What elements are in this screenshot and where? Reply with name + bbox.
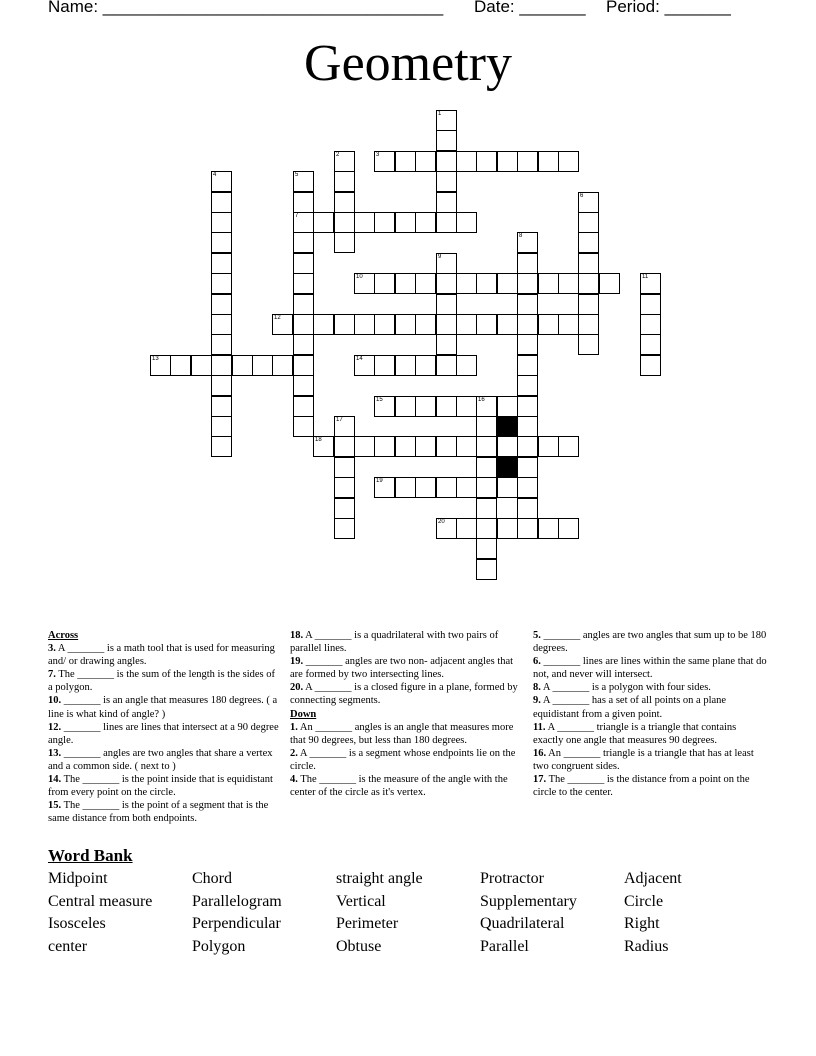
crossword-cell[interactable] — [334, 498, 355, 519]
clue-number: 10. — [48, 695, 62, 707]
word-bank-word: Isosceles — [48, 915, 106, 932]
crossword-cell[interactable] — [497, 396, 518, 417]
crossword-cell[interactable] — [313, 314, 334, 335]
word-bank-word: Parallel — [480, 938, 529, 955]
clue-column-1 — [48, 629, 282, 825]
word-bank-word: Right — [624, 915, 660, 932]
crossword-cell[interactable] — [578, 273, 599, 294]
crossword-cell[interactable] — [578, 212, 599, 233]
crossword-cell[interactable] — [395, 314, 416, 335]
word-bank-word: Supplementary — [480, 893, 577, 910]
clue-number: 16. — [533, 747, 547, 759]
crossword-cell[interactable] — [415, 396, 436, 417]
crossword-cell[interactable] — [436, 192, 457, 213]
clue-text: The _______ is the point inside that is equidistant from every point on the circle. — [48, 774, 273, 799]
crossword-cell[interactable] — [436, 334, 457, 355]
clue-number-label: 11 — [642, 274, 649, 280]
crossword-cell[interactable] — [517, 416, 538, 437]
clue-text: A _______ has a set of all points on a plane equidistant from a given point. — [533, 695, 727, 720]
word-bank-word: Chord — [192, 870, 232, 887]
crossword-cell[interactable] — [476, 457, 497, 478]
crossword-cell[interactable] — [476, 314, 497, 335]
crossword-cell[interactable] — [476, 273, 497, 294]
clue-text: A _______ is a segment whose endpoints lie on the circle. — [290, 747, 516, 772]
clue-number-label: 16 — [478, 397, 485, 403]
crossword-cell[interactable] — [640, 314, 661, 335]
crossword-cell[interactable] — [170, 355, 191, 376]
clue-number: 20. — [290, 682, 304, 694]
down-heading: Down — [290, 708, 317, 720]
crossword-cell[interactable] — [497, 518, 518, 539]
crossword-cell[interactable] — [334, 212, 355, 233]
crossword-cell[interactable] — [640, 355, 661, 376]
crossword-cell[interactable] — [334, 151, 355, 172]
clue-down-17 — [533, 773, 767, 799]
crossword-cell[interactable] — [578, 192, 599, 213]
crossword-cell[interactable] — [374, 314, 395, 335]
crossword-cell[interactable] — [517, 273, 538, 294]
clue-across-19 — [290, 655, 524, 681]
crossword-cell[interactable] — [538, 518, 559, 539]
clue-text: _______ angles are two angles that share a vertex and a common side. ( next to ) — [48, 747, 273, 772]
crossword-cell[interactable] — [456, 477, 477, 498]
crossword-cell[interactable] — [456, 355, 477, 376]
clue-number-label: 9 — [438, 254, 442, 260]
clue-across-13 — [48, 747, 282, 773]
clue-across-12 — [48, 721, 282, 747]
clue-across-7 — [48, 668, 282, 694]
crossword-cell[interactable] — [293, 396, 314, 417]
clue-number: 5. — [533, 630, 541, 641]
crossword-cell[interactable] — [293, 253, 314, 274]
clue-text: _______ is an angle that measures 180 degrees. ( a line is what kind of angle? ) — [48, 695, 278, 720]
crossword-cell[interactable] — [578, 253, 599, 274]
clue-number: 8. — [533, 682, 541, 694]
word-bank-word: Central measure — [48, 893, 153, 910]
crossword-cell[interactable] — [415, 151, 436, 172]
crossword-cell[interactable] — [538, 436, 559, 457]
clue-number: 7. — [48, 669, 56, 681]
crossword-cell[interactable] — [354, 273, 375, 294]
crossword-cell[interactable] — [211, 396, 232, 417]
page-title: Geometry — [304, 35, 512, 92]
crossword-blocked-cell — [497, 457, 518, 478]
crossword-cell[interactable] — [538, 314, 559, 335]
clue-number: 13. — [48, 747, 62, 759]
clue-number-label: 15 — [376, 397, 383, 403]
crossword-cell[interactable] — [436, 436, 457, 457]
crossword-cell[interactable] — [436, 396, 457, 417]
crossword-cell[interactable] — [211, 171, 232, 192]
crossword-cell[interactable] — [456, 518, 477, 539]
crossword-cell[interactable] — [211, 294, 232, 315]
crossword-cell[interactable] — [497, 477, 518, 498]
crossword-cell[interactable] — [517, 294, 538, 315]
clue-down-8 — [533, 681, 767, 694]
clue-number-label: 5 — [295, 172, 299, 178]
crossword-cell[interactable] — [334, 314, 355, 335]
clue-number: 3. — [48, 643, 56, 655]
clue-across-10 — [48, 694, 282, 720]
crossword-cell[interactable] — [578, 334, 599, 355]
crossword-cell[interactable] — [436, 518, 457, 539]
crossword-cell[interactable] — [211, 436, 232, 457]
clue-down-16 — [533, 747, 767, 773]
crossword-cell[interactable] — [497, 314, 518, 335]
crossword-cell[interactable] — [211, 192, 232, 213]
clue-number-label: 7 — [295, 213, 299, 219]
crossword-cell[interactable] — [293, 273, 314, 294]
clue-number-label: 2 — [336, 152, 340, 158]
crossword-cell[interactable] — [395, 151, 416, 172]
clue-text: An _______ triangle is a triangle that has at least two congruent sides. — [533, 747, 754, 772]
clue-text: An _______ angles is an angle that measures more that 90 degrees, but less than 180 degrees. — [290, 721, 514, 746]
crossword-cell[interactable] — [517, 355, 538, 376]
crossword-cell[interactable] — [211, 253, 232, 274]
crossword-cell[interactable] — [211, 314, 232, 335]
clue-number: 9. — [533, 695, 541, 707]
crossword-cell[interactable] — [374, 212, 395, 233]
crossword-cell[interactable] — [313, 436, 334, 457]
crossword-cell[interactable] — [578, 314, 599, 335]
clue-down-6 — [533, 655, 767, 681]
crossword-cell[interactable] — [334, 192, 355, 213]
period-field-label[interactable]: Period: _______ — [606, 0, 731, 16]
crossword-cell[interactable] — [578, 232, 599, 253]
crossword-cell[interactable] — [211, 232, 232, 253]
crossword-cell[interactable] — [517, 498, 538, 519]
crossword-cell[interactable] — [232, 355, 253, 376]
word-bank-word: Quadrilateral — [480, 915, 565, 932]
clue-down-4 — [290, 773, 524, 799]
crossword-cell[interactable] — [476, 416, 497, 437]
clue-text: A _______ triangle is a triangle that contains exactly one angle that measures 90 degrees. — [533, 721, 737, 746]
crossword-cell[interactable] — [415, 355, 436, 376]
crossword-cell[interactable] — [497, 436, 518, 457]
crossword-cell[interactable] — [293, 212, 314, 233]
crossword-cell[interactable] — [415, 436, 436, 457]
clue-text: The _______ is the sum of the length is the sides of a polygon. — [48, 669, 275, 694]
crossword-cell[interactable] — [334, 232, 355, 253]
crossword-cell[interactable] — [640, 334, 661, 355]
crossword-cell[interactable] — [334, 477, 355, 498]
crossword-cell[interactable] — [436, 355, 457, 376]
crossword-cell[interactable] — [374, 151, 395, 172]
clue-down-9 — [533, 694, 767, 720]
clue-number: 12. — [48, 721, 62, 733]
name-field-label[interactable]: Name: ____________________________________ — [48, 0, 444, 16]
clue-text: _______ lines are lines within the same plane that do not, and never will intersect. — [533, 656, 767, 681]
crossword-cell[interactable] — [476, 436, 497, 457]
clue-text: A _______ is a math tool that is used for measuring and/ or drawing angles. — [48, 643, 275, 668]
clue-text: The _______ is the measure of the angle with the center of the circle as it's vertex. — [290, 774, 508, 799]
crossword-cell[interactable] — [211, 334, 232, 355]
clue-across-18 — [290, 629, 524, 655]
crossword-cell[interactable] — [334, 171, 355, 192]
crossword-cell[interactable] — [558, 151, 579, 172]
clue-number-label: 17 — [336, 417, 343, 423]
crossword-cell[interactable] — [517, 396, 538, 417]
crossword-cell[interactable] — [456, 396, 477, 417]
crossword-cell[interactable] — [558, 436, 579, 457]
date-field-label[interactable]: Date: _______ — [474, 0, 586, 16]
crossword-cell[interactable] — [354, 314, 375, 335]
crossword-cell[interactable] — [476, 538, 497, 559]
clue-number-label: 12 — [274, 315, 281, 321]
crossword-cell[interactable] — [456, 436, 477, 457]
crossword-cell[interactable] — [436, 314, 457, 335]
crossword-cell[interactable] — [211, 416, 232, 437]
crossword-cell[interactable] — [476, 498, 497, 519]
crossword-cell[interactable] — [415, 477, 436, 498]
crossword-cell[interactable] — [211, 375, 232, 396]
crossword-cell[interactable] — [456, 212, 477, 233]
clue-down-2 — [290, 747, 524, 773]
crossword-cell[interactable] — [517, 151, 538, 172]
crossword-cell[interactable] — [497, 273, 518, 294]
crossword-cell[interactable] — [538, 151, 559, 172]
crossword-cell[interactable] — [415, 212, 436, 233]
clue-number: 19. — [290, 656, 304, 668]
crossword-cell[interactable] — [334, 518, 355, 539]
crossword-cell[interactable] — [334, 457, 355, 478]
crossword-cell[interactable] — [517, 436, 538, 457]
clue-number-label: 8 — [519, 233, 523, 239]
crossword-cell[interactable] — [599, 273, 620, 294]
clue-text: _______ angles are two angles that sum up to be 180 degrees. — [533, 630, 767, 655]
crossword-cell[interactable] — [354, 436, 375, 457]
crossword-cell[interactable] — [293, 416, 314, 437]
crossword-cell[interactable] — [252, 355, 273, 376]
clue-column-3 — [533, 629, 767, 799]
clue-text: _______ angles are two non- adjacent angles that are formed by two intersecting lines. — [290, 656, 514, 681]
crossword-cell[interactable] — [415, 273, 436, 294]
clue-number: 6. — [533, 656, 541, 668]
crossword-cell[interactable] — [436, 130, 457, 151]
crossword-cell[interactable] — [476, 518, 497, 539]
crossword-cell[interactable] — [334, 416, 355, 437]
clue-number: 14. — [48, 774, 62, 786]
crossword-cell[interactable] — [640, 273, 661, 294]
crossword-blocked-cell — [497, 416, 518, 437]
clue-number-label: 1 — [438, 111, 442, 117]
clue-number-label: 4 — [213, 172, 217, 178]
clue-number: 11. — [533, 721, 546, 733]
clue-across-3 — [48, 642, 282, 668]
word-bank-word: Obtuse — [336, 938, 382, 955]
crossword-cell[interactable] — [272, 314, 293, 335]
word-bank-title: Word Bank — [48, 846, 133, 865]
clue-across-15 — [48, 799, 282, 825]
clue-number: 18. — [290, 630, 304, 641]
crossword-cell[interactable] — [293, 375, 314, 396]
crossword-cell[interactable] — [517, 518, 538, 539]
word-bank-word: Adjacent — [624, 870, 682, 887]
crossword-cell[interactable] — [395, 273, 416, 294]
crossword-cell[interactable] — [191, 355, 212, 376]
crossword-cell[interactable] — [517, 232, 538, 253]
word-bank-word: Perimeter — [336, 915, 399, 932]
crossword-cell[interactable] — [374, 396, 395, 417]
crossword-cell[interactable] — [354, 212, 375, 233]
crossword-cell[interactable] — [456, 314, 477, 335]
clue-across-20 — [290, 681, 524, 707]
crossword-cell[interactable] — [517, 253, 538, 274]
crossword-cell[interactable] — [640, 294, 661, 315]
crossword-cell[interactable] — [558, 314, 579, 335]
crossword-cell[interactable] — [395, 477, 416, 498]
crossword-cell[interactable] — [436, 477, 457, 498]
crossword-cell[interactable] — [517, 477, 538, 498]
clue-number: 15. — [48, 800, 62, 812]
clue-number-label: 18 — [315, 437, 322, 443]
clue-number-label: 14 — [356, 356, 363, 362]
word-bank-word: Polygon — [192, 938, 246, 955]
crossword-cell[interactable] — [354, 355, 375, 376]
crossword-cell[interactable] — [211, 273, 232, 294]
word-bank-word: straight angle — [336, 870, 423, 887]
crossword-cell[interactable] — [436, 212, 457, 233]
crossword-cell[interactable] — [395, 396, 416, 417]
clue-down-1 — [290, 721, 524, 747]
clue-text: _______ lines are lines that intersect at a 90 degree angle. — [48, 721, 279, 746]
crossword-cell[interactable] — [395, 355, 416, 376]
crossword-cell[interactable] — [374, 436, 395, 457]
crossword-cell[interactable] — [517, 375, 538, 396]
clue-text: A _______ is a polygon with four sides. — [542, 682, 711, 694]
crossword-cell[interactable] — [436, 253, 457, 274]
crossword-cell[interactable] — [150, 355, 171, 376]
crossword-cell[interactable] — [293, 355, 314, 376]
word-bank-word: Vertical — [336, 893, 386, 910]
clue-number: 17. — [533, 774, 547, 786]
crossword-cell[interactable] — [476, 559, 497, 580]
crossword-cell[interactable] — [293, 192, 314, 213]
clue-number: 4. — [290, 774, 298, 786]
crossword-cell[interactable] — [334, 436, 355, 457]
across-heading: Across — [48, 630, 79, 641]
crossword-cell[interactable] — [476, 396, 497, 417]
crossword-cell[interactable] — [517, 457, 538, 478]
crossword-cell[interactable] — [558, 273, 579, 294]
word-bank-word: Circle — [624, 893, 664, 910]
clue-down-11 — [533, 721, 767, 747]
word-bank-word: center — [48, 938, 88, 955]
clue-number: 2. — [290, 747, 298, 759]
word-bank-word: Parallelogram — [192, 893, 282, 910]
crossword-cell[interactable] — [497, 151, 518, 172]
crossword-cell[interactable] — [456, 273, 477, 294]
crossword-cell[interactable] — [436, 151, 457, 172]
clue-number-label: 10 — [356, 274, 363, 280]
clue-text: The _______ is the distance from a point on the circle to the center. — [533, 774, 750, 799]
crossword-cell[interactable] — [476, 151, 497, 172]
crossword-cell[interactable] — [436, 273, 457, 294]
crossword-cell[interactable] — [211, 212, 232, 233]
crossword-cell[interactable] — [293, 334, 314, 355]
word-bank-word: Radius — [624, 938, 669, 955]
crossword-cell[interactable] — [538, 273, 559, 294]
crossword-cell[interactable] — [415, 314, 436, 335]
crossword-cell[interactable] — [436, 294, 457, 315]
clue-column-2 — [290, 629, 524, 799]
clue-text: A _______ is a closed figure in a plane, formed by connecting segments. — [290, 682, 518, 707]
clue-number-label: 19 — [376, 478, 383, 484]
crossword-cell[interactable] — [374, 477, 395, 498]
crossword-cell[interactable] — [293, 232, 314, 253]
crossword-cell[interactable] — [293, 294, 314, 315]
crossword-cell[interactable] — [293, 314, 314, 335]
clue-number: 1. — [290, 721, 298, 733]
crossword-cell[interactable] — [293, 171, 314, 192]
clue-number-label: 6 — [580, 193, 584, 199]
crossword-cell[interactable] — [476, 477, 497, 498]
clue-number-label: 3 — [376, 152, 380, 158]
crossword-cell[interactable] — [313, 212, 334, 233]
crossword-cell[interactable] — [517, 334, 538, 355]
crossword-cell[interactable] — [456, 151, 477, 172]
crossword-cell[interactable] — [558, 518, 579, 539]
word-bank-word: Perpendicular — [192, 915, 281, 932]
word-bank-word: Protractor — [480, 870, 544, 887]
clue-text: The _______ is the point of a segment that is the same distance from both endpoints. — [48, 800, 269, 825]
clue-text: A _______ is a quadrilateral with two pairs of parallel lines. — [290, 630, 499, 655]
crossword-cell[interactable] — [211, 355, 232, 376]
crossword-cell[interactable] — [578, 294, 599, 315]
crossword-cell[interactable] — [436, 171, 457, 192]
clue-down-5 — [533, 629, 767, 655]
clue-number-label: 13 — [152, 356, 159, 362]
crossword-cell[interactable] — [517, 314, 538, 335]
crossword-cell[interactable] — [374, 355, 395, 376]
crossword-cell[interactable] — [436, 110, 457, 131]
word-bank-word: Midpoint — [48, 870, 108, 887]
clue-number-label: 20 — [438, 519, 445, 525]
crossword-cell[interactable] — [395, 436, 416, 457]
clue-across-14 — [48, 773, 282, 799]
crossword-cell[interactable] — [272, 355, 293, 376]
crossword-cell[interactable] — [374, 273, 395, 294]
crossword-cell[interactable] — [395, 212, 416, 233]
